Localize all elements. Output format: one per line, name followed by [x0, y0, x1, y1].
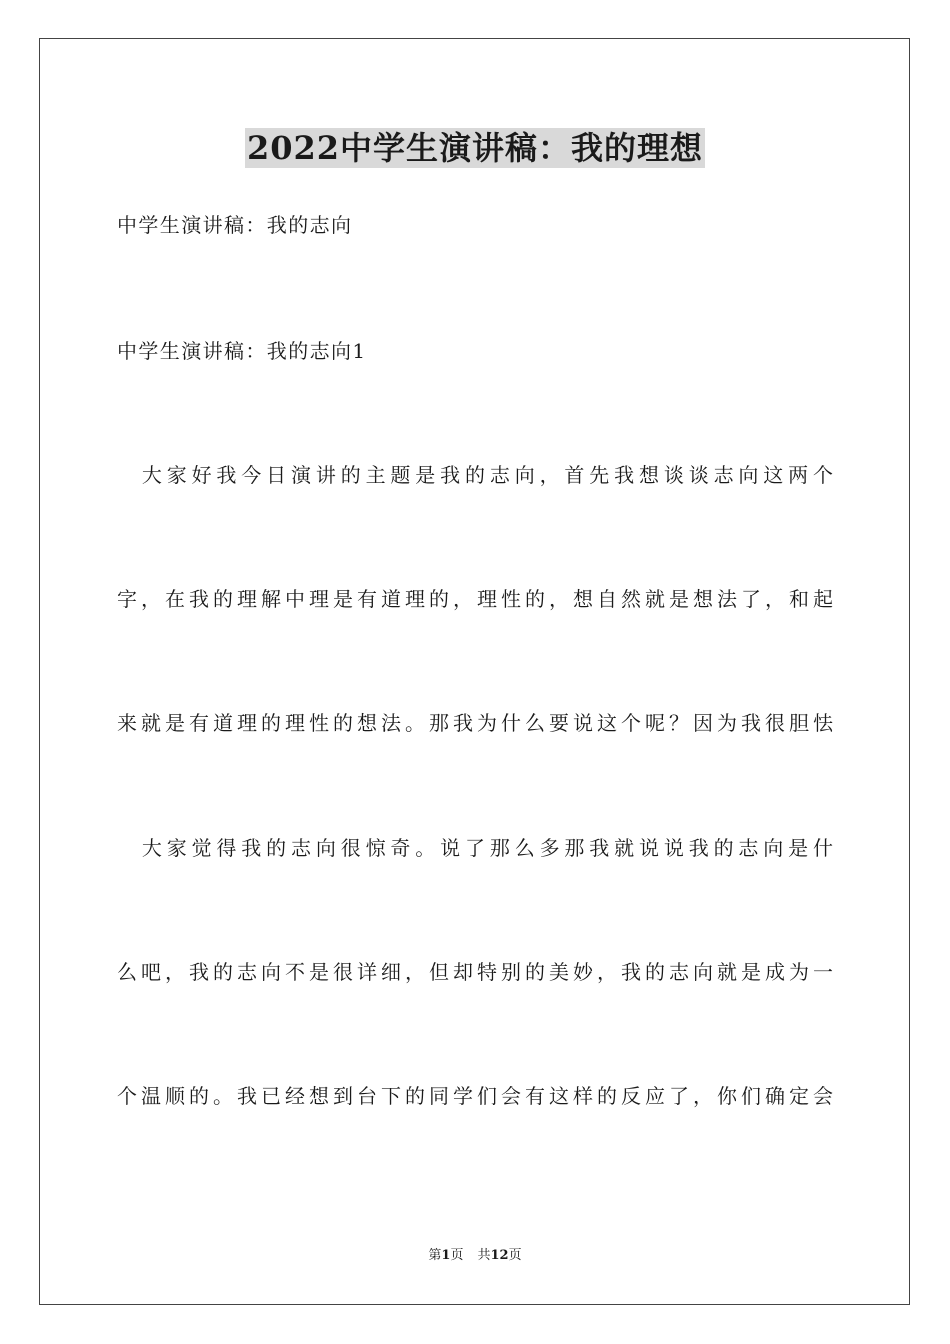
body-line-1: 大家好我今日演讲的主题是我的志向，首先我想谈谈志向这两个 [117, 463, 833, 487]
body-line-6: 个温顺的。我已经想到台下的同学们会有这样的反应了，你们确定会 [117, 1084, 833, 1108]
footer-total-suffix: 页 [508, 1248, 522, 1263]
subtitle-line-1: 中学生演讲稿：我的志向 [117, 213, 353, 237]
footer-total-prefix: 共 [477, 1248, 491, 1263]
footer-total-pages: 12 [490, 1248, 509, 1263]
body-line-2: 字，在我的理解中理是有道理的，理性的，想自然就是想法了，和起 [117, 587, 833, 611]
body-line-3: 来就是有道理的理性的想法。那我为什么要说这个呢？因为我很胆怯 [117, 711, 833, 735]
subtitle-line-2: 中学生演讲稿：我的志向1 [117, 339, 367, 363]
footer-page-prefix: 第 [428, 1248, 442, 1263]
body-line-4: 大家觉得我的志向很惊奇。说了那么多那我就说说我的志向是什 [117, 836, 833, 860]
document-title-wrap [0, 128, 950, 168]
page-footer [0, 1247, 950, 1265]
footer-page-suffix: 页 [450, 1248, 464, 1263]
body-line-5: 么吧，我的志向不是很详细，但却特别的美妙，我的志向就是成为一 [117, 960, 833, 984]
footer-page-number: 1 [441, 1248, 451, 1263]
document-title: 2022中学生演讲稿：我的理想 [246, 129, 704, 167]
